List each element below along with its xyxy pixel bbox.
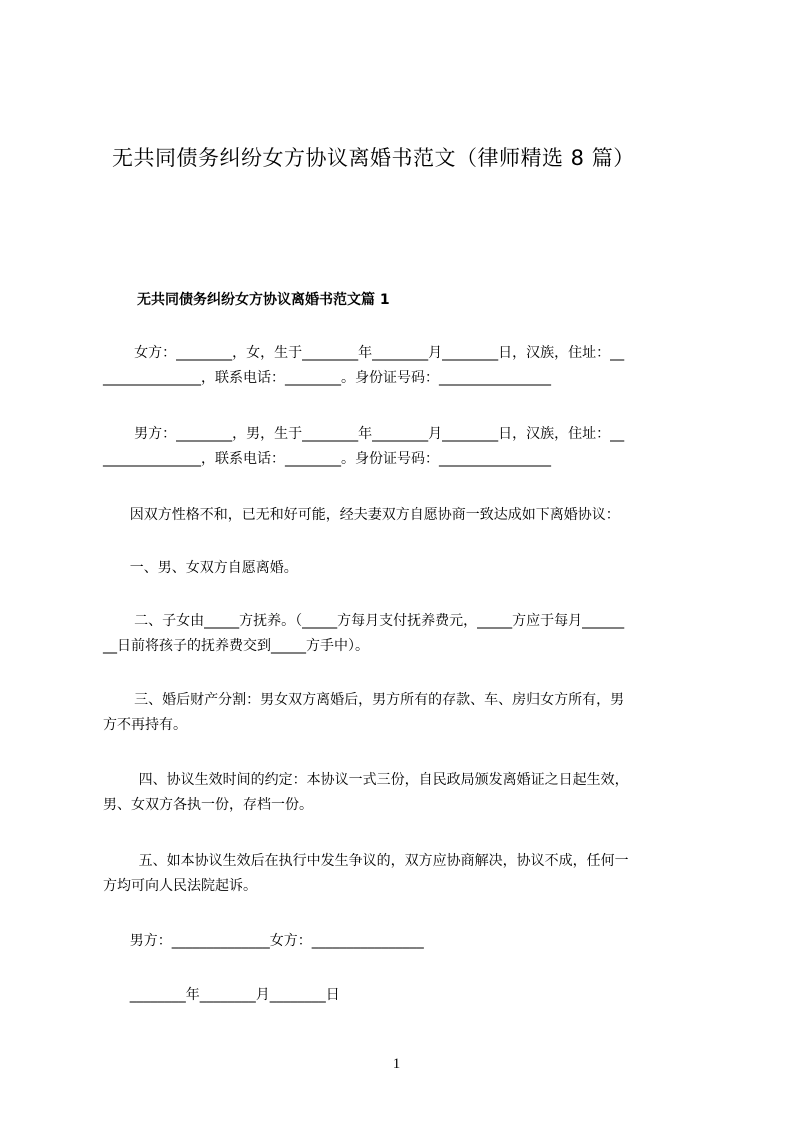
clause-3-line-2: 方不再持有。	[103, 717, 187, 733]
female-party-line-2: ______________，联系电话：________。身份证号码：________________	[103, 370, 551, 386]
document-title: 无共同债务纠纷女方协议离婚书范文（律师精选 8 篇）	[112, 146, 635, 170]
date-paragraph	[103, 983, 703, 1008]
clause-3-paragraph	[103, 688, 703, 738]
reason-line: 因双方性格不和，已无和好可能，经夫妻双方自愿协商一致达成如下离婚协议：	[103, 507, 620, 523]
page-number: 1	[392, 1056, 401, 1072]
section-heading: 无共同债务纠纷女方协议离婚书范文篇 1	[137, 292, 390, 308]
clause-2-line-1: 二、子女由_____方抚养。（_____方每月支付抚养费元，_____方应于每月______	[103, 613, 625, 629]
male-party-line-2: ______________，联系电话：________。身份证号码：________________	[103, 451, 551, 467]
signature-line: 男方：______________女方：________________	[103, 933, 424, 949]
clause-4-line-2: 男、女双方各执一份，存档一份。	[103, 797, 313, 813]
clause-4-line-1: 四、协议生效时间的约定：本协议一式三份，自民政局颁发离婚证之日起生效，	[103, 772, 629, 788]
female-party-paragraph	[103, 341, 703, 391]
clause-2-line-2: __日前将孩子的抚养费交到_____方手中）。	[103, 638, 369, 654]
clause-2-paragraph	[103, 609, 703, 659]
male-party-line-1: 男方：________，男，生于________年________月________日，汉族，住址：__	[103, 426, 625, 442]
signature-paragraph	[103, 929, 703, 954]
clause-5-line-1: 五、如本协议生效后在执行中发生争议的，双方应协商解决，协议不成，任何一	[103, 853, 629, 869]
clause-4-paragraph	[103, 768, 703, 818]
clause-5-line-2: 方均可向人民法院起诉。	[103, 878, 257, 894]
male-party-paragraph	[103, 422, 703, 472]
clause-1-line: 一、男、女双方自愿离婚。	[103, 560, 298, 576]
clause-5-paragraph	[103, 849, 703, 899]
clause-3-line-1: 三、婚后财产分割：男女双方离婚后，男方所有的存款、车、房归女方所有，男	[103, 692, 625, 708]
reason-paragraph	[103, 503, 703, 528]
clause-1-paragraph	[103, 556, 703, 581]
date-line: ________年________月________日	[103, 987, 340, 1003]
female-party-line-1: 女方：________，女，生于________年________月________日，汉族，住址：__	[103, 345, 625, 361]
